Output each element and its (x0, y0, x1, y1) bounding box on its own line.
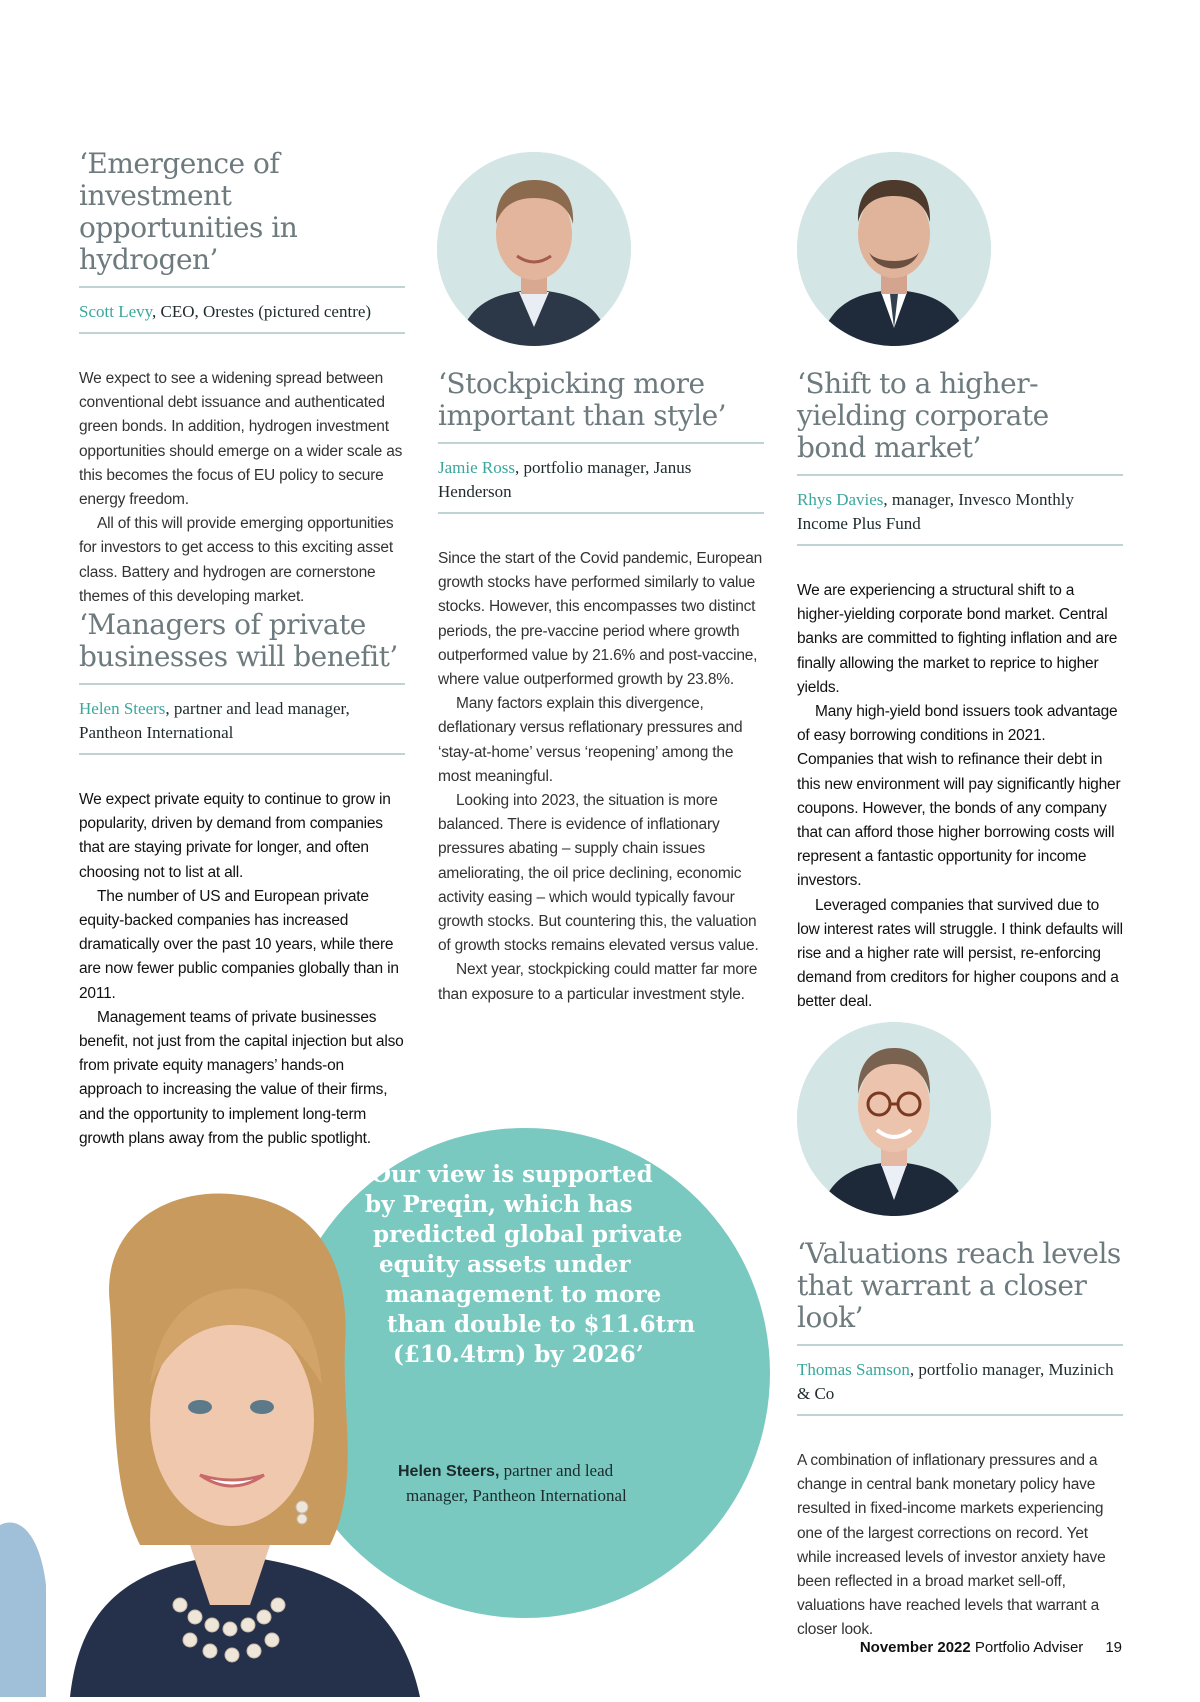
article-valuations (797, 1238, 1123, 1643)
headline-valuations: ‘Valuations reach levels that warrant a closer look’ (797, 1237, 1121, 1334)
divider (797, 1344, 1123, 1346)
divider (797, 1414, 1123, 1416)
headline-hydrogen: ‘Emergence of investment opportunities in hydrogen’ (79, 147, 298, 276)
paragraph: All of this will provide emerging opportunities for investors to get access to this exciting asset class. Battery and hydrogen are cornerstone themes of this developing market. (79, 515, 394, 605)
pullquote-name: Helen Steers, (398, 1463, 500, 1480)
page-footer (860, 1639, 1122, 1656)
body-hydrogen (79, 367, 405, 609)
person-illustration (797, 152, 991, 346)
pullquote-line: by Preqin, which has (365, 1191, 633, 1218)
divider (438, 442, 764, 444)
headline-stockpicking: ‘Stockpicking more important than style’ (438, 367, 727, 432)
article-bond-market (797, 368, 1123, 1015)
pullquote-line: equity assets under (379, 1251, 631, 1278)
author-name: Scott Levy (79, 302, 153, 321)
portrait-jamie-ross (437, 152, 631, 346)
byline-bond-market (797, 488, 1123, 536)
pullquote-line: ‘Our view is supported (363, 1161, 653, 1188)
pullquote-role: partner and lead (499, 1461, 614, 1480)
article-private-businesses (79, 609, 405, 1151)
divider (79, 286, 405, 288)
headline-bond-market: ‘Shift to a higher-yielding corporate bond market’ (797, 367, 1049, 464)
body-bond-market (797, 579, 1123, 1015)
author-role: , CEO, Orestes (pictured centre) (152, 302, 372, 321)
byline-stockpicking (438, 456, 764, 504)
paragraph: A combination of inflationary pressures and a change in central bank monetary policy have resulted in fixed-income markets experiencing one of the largest corrections on record. Yet while increased levels of investor anxiety have been reflected in a broad market sell-off, valuations have reached levels that warrant a closer look. (797, 1452, 1106, 1639)
body-private-businesses (79, 788, 405, 1151)
body-valuations (797, 1449, 1123, 1643)
headline-private-businesses: ‘Managers of private businesses will benefit’ (79, 608, 398, 673)
paragraph: Looking into 2023, the situation is more balanced. There is evidence of inflationary pressures abating – supply chain issues ameliorating, the oil price declining, economic activity easing – which would typically favour growth stocks. But countering this, the valuation of growth stocks remains elevated versus value. (438, 792, 759, 955)
divider (79, 683, 405, 685)
paragraph: Since the start of the Covid pandemic, European growth stocks have performed similarly to value stocks. However, this encompasses two distinct periods, the pre-vaccine period where growth outperformed value by 21.6% and post-vaccine, where value outperformed growth by 23.8%. (438, 550, 763, 689)
person-illustration (797, 1022, 991, 1216)
author-name: Helen Steers (79, 699, 166, 718)
author-role: , portfolio manager, Muzinich & Co (797, 1360, 1114, 1403)
pullquote-text (0, 1160, 700, 1370)
pullquote-line: predicted global private (373, 1221, 683, 1248)
divider (797, 544, 1123, 546)
pullquote-line: than double to $11.6trn (387, 1311, 696, 1338)
pullquote-line: management to more (385, 1281, 662, 1308)
person-illustration (437, 152, 631, 346)
byline-valuations (797, 1358, 1123, 1406)
divider (438, 512, 764, 514)
paragraph: Many high-yield bond issuers took advantage of easy borrowing conditions in 2021. Companies that wish to refinance their debt in this new environment will pay significantly higher coupons. However, the bonds of any company that can afford those higher borrowing costs will represent a fantastic opportunity for income investors. (797, 703, 1121, 890)
pullquote-attribution-line (398, 1459, 718, 1484)
author-name: Rhys Davies (797, 490, 884, 509)
divider (79, 753, 405, 755)
article-stockpicking (438, 368, 764, 1007)
portrait-rhys-davies (797, 152, 991, 346)
divider (797, 474, 1123, 476)
byline-hydrogen (79, 300, 405, 324)
author-role: , portfolio manager, Janus Henderson (438, 458, 692, 501)
paragraph: We are experiencing a structural shift to a higher-yielding corporate bond market. Central banks are committed to fighting inflation and are finally allowing the market to reprice to higher yields. (797, 582, 1118, 696)
author-name: Thomas Samson (797, 1360, 910, 1379)
article-hydrogen (79, 148, 405, 609)
paragraph: Next year, stockpicking could matter far more than exposure to a particular investment style. (438, 961, 758, 1003)
author-role: , manager, Invesco Monthly Income Plus Fund (797, 490, 1074, 533)
pullquote-role-line: manager, Pantheon International (406, 1486, 627, 1505)
author-name: Jamie Ross (438, 458, 515, 477)
body-stockpicking (438, 547, 764, 1007)
page-number: 19 (1105, 1639, 1122, 1656)
divider (79, 332, 405, 334)
byline-private-businesses (79, 697, 405, 745)
author-role: , partner and lead manager, Pantheon International (79, 699, 350, 742)
pullquote-line: (£10.4trn) by 2026’ (393, 1341, 644, 1368)
paragraph: Many factors explain this divergence, deflationary versus reflationary pressures and ‘stay-at-home’ versus ‘reopening’ among the most meaningful. (438, 695, 743, 785)
paragraph: We expect to see a widening spread between conventional debt issuance and authenticated green bonds. In addition, hydrogen investment opportunities should emerge on a wider scale as this becomes the focus of EU policy to secure energy freedom. (79, 370, 403, 509)
pullquote-attribution (398, 1459, 718, 1508)
portrait-thomas-samson (797, 1022, 991, 1216)
paragraph: Management teams of private businesses benefit, not just from the capital injection but also from private equity managers’ hands-on approach to increasing the value of their firms, and the opportunity to implement long-term growth plans away from the public spotlight. (79, 1008, 404, 1147)
paragraph: The number of US and European private equity-backed companies has increased dramatically over the past 10 years, while there are now fewer public companies globally than in 2011. (79, 887, 399, 1002)
paragraph: Leveraged companies that survived due to low interest rates will struggle. I think defaults will rise and a higher rate will persist, re-enforcing demand from creditors for higher coupons and a better deal. (797, 896, 1123, 1011)
footer-date: November 2022 (859, 1639, 971, 1656)
footer-publication: Portfolio Adviser (970, 1639, 1084, 1656)
paragraph: We expect private equity to continue to grow in popularity, driven by demand from companies that are staying private for longer, and often choosing not to list at all. (79, 791, 391, 881)
